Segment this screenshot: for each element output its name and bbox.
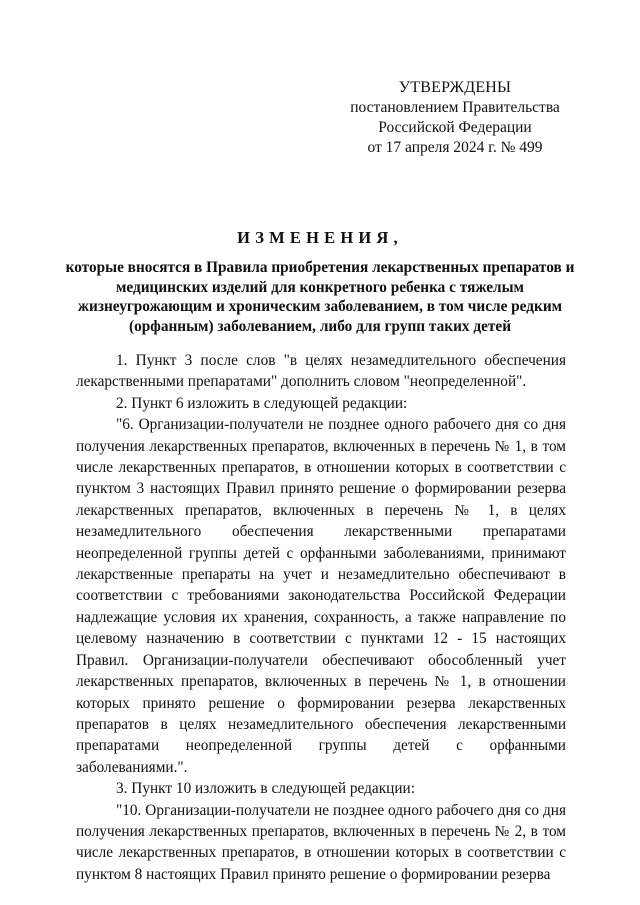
- paragraph: 2. Пункт 6 изложить в следующей редакции:: [116, 394, 408, 412]
- approval-title: УТВЕРЖДЕНЫ: [398, 79, 512, 96]
- paragraph: "6. Организации-получатели не позднее одного рабочего дня со дня получения лекарственных препаратов, включенных в перечень № 1, в том числе лекарственных препаратов, в отношении которых в соответствии с пунктом 3 настоящих Правил принято решение о формировании резерва лекарственных препаратов, включенных в перечень № 1, в целях незамедлительного обеспечения лекарственными препаратами неопределенной группы детей с орфанными заболеваниями, принимают лекарственные препараты на учет и незамедлительно обеспечивают в соответствии с требованиями законодательства Российской Федерации надлежащие условия их хранения, сохранность, а также направление по целевому назначению в соответствии с пунктами 12 - 15 настоящих Правил. Организации-получатели обеспечивают обособленный учет лекарственных препаратов, включенных в перечень № 1, в отношении которых принято решение о формировании резерва лекарственных препаратов в целях незамедлительного обеспечения лекарственными препаратами неопределенной группы детей с орфанными заболеваниями.".: [76, 416, 566, 776]
- approval-line-1: постановлением Правительства: [350, 99, 560, 116]
- document-body: [76, 350, 566, 885]
- paragraph: "10. Организации-получатели не позднее одного рабочего дня со дня получения лекарственных препаратов, включенных в перечень № 2, в том числе лекарственных препаратов, в отношении которых в соответствии с пунктом 8 настоящих Правил принято решение о формировании резерва: [76, 801, 566, 883]
- document-heading: [60, 228, 580, 336]
- approval-stamp: [330, 78, 580, 158]
- approval-line-3: от 17 апреля 2024 г. № 499: [367, 139, 543, 156]
- paragraph: 1. Пункт 3 после слов "в целях незамедлительного обеспечения лекарственными препаратами" дополнить словом "неопределенной".: [76, 352, 566, 391]
- document-subtitle: которые вносятся в Правила приобретения лекарственных препаратов и медицинских изделий для конкретного ребенка с тяжелым жизнеугрожающим и хроническим заболеванием, в том числе редким (орфанным) заболеванием, либо для групп таких детей: [65, 259, 575, 335]
- paragraph: 3. Пункт 10 изложить в следующей редакции:: [116, 780, 415, 798]
- document-title: ИЗМЕНЕНИЯ,: [237, 228, 403, 247]
- approval-line-2: Российской Федерации: [378, 119, 532, 136]
